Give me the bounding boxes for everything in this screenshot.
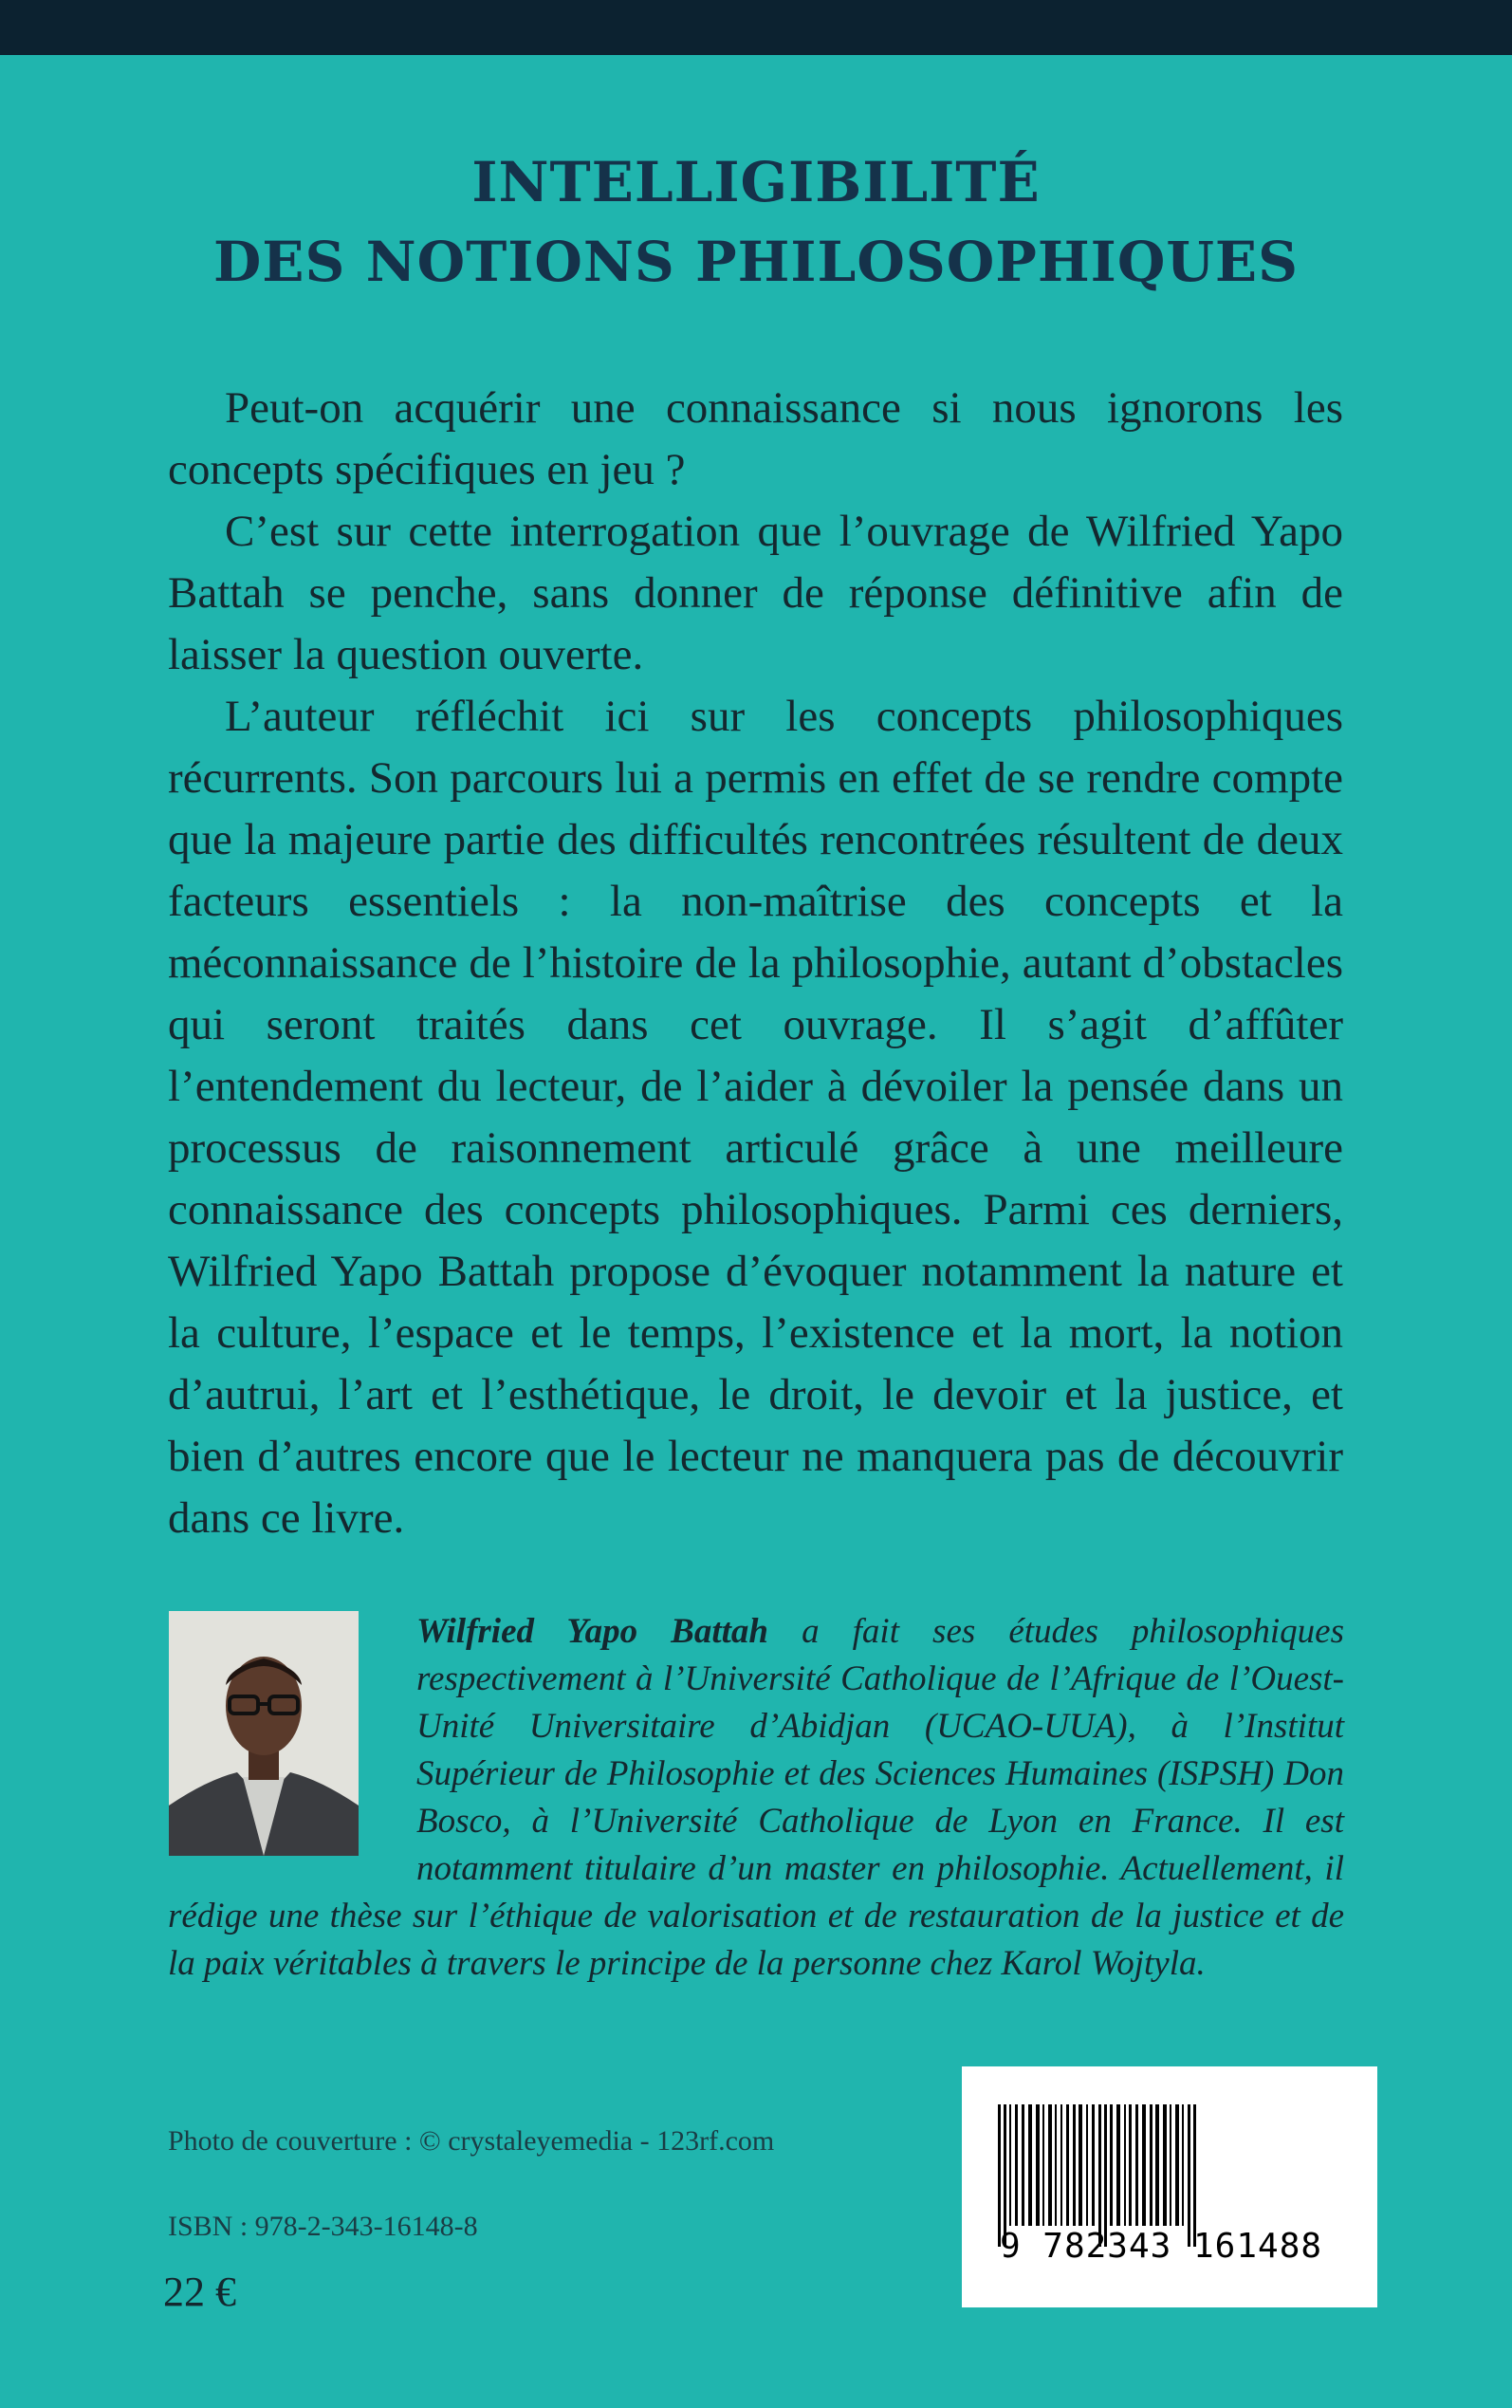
top-band bbox=[0, 0, 1512, 55]
barcode-bar bbox=[1036, 2104, 1040, 2226]
barcode-bar bbox=[1073, 2104, 1076, 2226]
barcode bbox=[962, 2066, 1377, 2307]
barcode-bar bbox=[1135, 2104, 1138, 2226]
barcode-bar bbox=[1155, 2104, 1159, 2226]
title-line-2: DES NOTIONS PHILOSOPHIQUES bbox=[212, 230, 1300, 294]
barcode-bar bbox=[1042, 2104, 1044, 2226]
barcode-bar bbox=[1104, 2104, 1107, 2247]
barcode-bar bbox=[1066, 2104, 1069, 2226]
barcode-bar bbox=[1079, 2104, 1082, 2226]
blurb-paragraph-2: C’est sur cette interrogation que l’ouvrage de Wilfried Yapo Battah se penche, sans donner de réponse définitive afin de laisser la question ouverte. bbox=[168, 507, 1343, 679]
barcode-bar bbox=[1048, 2104, 1052, 2226]
bio-author-name: Wilfried Yapo Battah bbox=[416, 1612, 768, 1651]
barcode-bar bbox=[1175, 2104, 1179, 2226]
barcode-bar bbox=[1022, 2104, 1024, 2226]
barcode-bar bbox=[1170, 2104, 1171, 2226]
blurb bbox=[168, 378, 1343, 1549]
barcode-bar bbox=[1009, 2104, 1011, 2226]
barcode-bar bbox=[1092, 2104, 1095, 2226]
barcode-bar bbox=[1086, 2104, 1088, 2226]
book-title bbox=[0, 142, 1512, 302]
barcode-bars bbox=[962, 2066, 1377, 2307]
bio-text: a fait ses études philosophiques respectivement à l’Université Catholique de l’Afrique de l’Ouest-Unité Universitaire d’Abidjan (UCAO-UUA), à l’Institut Supérieur de Philosophie et des Sciences Humaines (ISPSH) Don Bosco, à l’Université Catholique de Lyon en France. Il est notamment titulaire d’un master en philosophie. Actuellement, il rédige une thèse sur l’éthique de valorisation et de restauration de la justice et de la paix véritables à travers le principe de la personne chez Karol Wojtyla. bbox=[168, 1612, 1344, 1983]
barcode-bar bbox=[1098, 2104, 1101, 2247]
barcode-bar bbox=[1163, 2104, 1167, 2226]
blurb-paragraph-1: Peut-on acquérir une connaissance si nous ignorons les concepts spécifiques en jeu ? bbox=[168, 383, 1343, 494]
barcode-bar bbox=[1004, 2104, 1006, 2247]
barcode-bar bbox=[1188, 2104, 1190, 2247]
photo-credit: Photo de couverture : © crystaleyemedia - 123rf.com bbox=[168, 2125, 775, 2157]
barcode-bar bbox=[998, 2104, 1001, 2247]
barcode-bar bbox=[1060, 2104, 1062, 2226]
barcode-bar bbox=[1124, 2104, 1126, 2226]
blurb-paragraph-3: L’auteur réfléchit ici sur les concepts philosophiques récurrents. Son parcours lui a permis en effet de se rendre compte que la majeure partie des difficultés rencontrées résultent de deux facteurs essentiels : la non-maîtrise des concepts et la méconnaissance de l’histoire de la philosophie, autant d’obstacles qui seront traités dans cet ouvrage. Il s’agit d’affûter l’entendement du lecteur, de l’aider à dévoiler la pensée dans un processus de raisonnement articulé grâce à une meilleure connaissance des concepts philosophiques. Parmi ces derniers, Wilfried Yapo Battah propose d’évoquer notamment la nature et la culture, l’espace et le temps, l’existence et la mort, la notion d’autrui, l’art et l’esthétique, le droit, le devoir et la justice, et bien d’autres encore que le lecteur ne manquera pas de découvrir dans ce livre. bbox=[168, 692, 1343, 1543]
author-bio bbox=[168, 1608, 1344, 1988]
barcode-bar bbox=[1193, 2104, 1196, 2247]
title-line-1: INTELLIGIBILITÉ bbox=[471, 150, 1041, 214]
barcode-bar bbox=[1110, 2104, 1113, 2226]
barcode-bar bbox=[1015, 2104, 1018, 2226]
barcode-bar bbox=[1116, 2104, 1120, 2226]
barcode-digits: 9 782343 161488 bbox=[999, 2227, 1323, 2266]
barcode-bar bbox=[1129, 2104, 1132, 2226]
barcode-bar bbox=[1142, 2104, 1146, 2226]
barcode-bar bbox=[1028, 2104, 1032, 2226]
isbn: ISBN : 978-2-343-16148-8 bbox=[168, 2211, 478, 2242]
price: 22 € bbox=[163, 2269, 236, 2315]
barcode-bar bbox=[1055, 2104, 1057, 2226]
barcode-bar bbox=[1150, 2104, 1152, 2226]
barcode-bar bbox=[1182, 2104, 1184, 2226]
